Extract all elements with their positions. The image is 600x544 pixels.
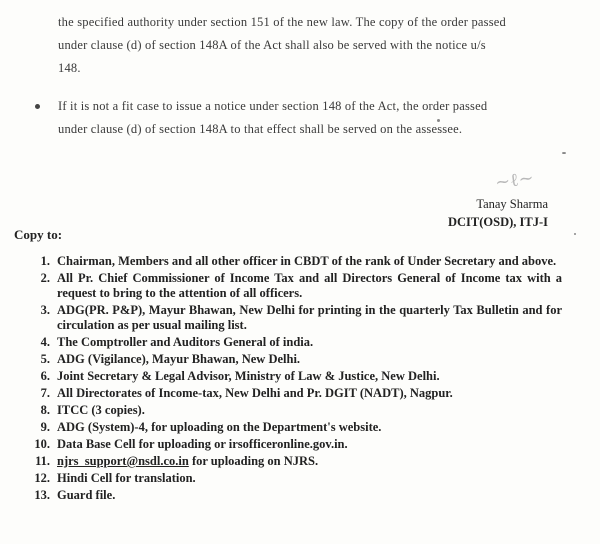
list-item-number: 11. [35, 454, 50, 468]
paragraph-line: under clause (d) of section 148A to that effect shall be served on the assessee. [58, 122, 463, 136]
list-item-text: All Directorates of Income-tax, New Delhi and Pr. DGIT (NADT), Nagpur. [57, 386, 453, 400]
list-item-number: 10. [34, 437, 50, 451]
list-item-text: ADG (Vigilance), Mayur Bhawan, New Delhi. [57, 352, 301, 366]
list-item [22, 303, 582, 333]
list-item-number: 1. [40, 254, 50, 268]
list-item [22, 488, 582, 503]
list-item [22, 403, 582, 418]
speck-mark [574, 233, 576, 235]
bullet-icon [35, 104, 40, 109]
list-item-number: 9. [40, 420, 50, 434]
copy-to-list [22, 254, 582, 505]
signatory-name: Tanay Sharma [476, 197, 548, 211]
list-item [22, 454, 582, 469]
list-item-text-suffix: for uploading on NJRS. [188, 454, 319, 468]
list-item-number: 7. [40, 386, 50, 400]
list-item [22, 271, 582, 301]
list-item-number: 6. [40, 369, 50, 383]
list-item-number: 13. [34, 488, 50, 502]
list-item-text: Data Base Cell for uploading or irsofficeronline.gov.in. [57, 437, 348, 451]
list-item-number: 3. [40, 303, 50, 317]
paragraph-line: 148. [58, 61, 81, 75]
paragraph-line: under clause (d) of section 148A of the Act shall also be served with the notice u/s [58, 38, 486, 52]
list-item [22, 254, 582, 269]
list-item-number: 8. [40, 403, 50, 417]
paragraph-line: If it is not a fit case to issue a notice under section 148 of the Act, the order passed [58, 99, 488, 113]
list-item [22, 420, 582, 435]
list-item-text [57, 454, 562, 469]
list-item-text: Hindi Cell for translation. [57, 471, 196, 485]
copy-to-heading: Copy to: [14, 227, 63, 242]
list-item [22, 471, 582, 486]
signature-scribble-icon: ~ℓ~ [493, 167, 536, 194]
paragraph-line: the specified authority under section 151 of the new law. The copy of the order passed [58, 15, 506, 29]
list-item-text: Joint Secretary & Legal Advisor, Ministry of Law & Justice, New Delhi. [57, 369, 440, 383]
list-item-text: All Pr. Chief Commissioner of Income Tax and all Directors General of Income tax with a request to bring to the attention of all officers. [57, 271, 562, 300]
list-item-text: ADG (System)-4, for uploading on the Department's website. [57, 420, 382, 434]
speck-mark [562, 152, 566, 154]
list-item-text: Chairman, Members and all other officer in CBDT of the rank of Under Secretary and above. [57, 254, 557, 268]
list-item [22, 352, 582, 367]
signature-block [448, 195, 548, 231]
list-item-text: The Comptroller and Auditors General of india. [57, 335, 314, 349]
paragraph-continuation [58, 11, 558, 80]
list-item-text: Guard file. [57, 488, 116, 502]
signatory-designation: DCIT(OSD), ITJ-I [447, 215, 548, 229]
list-item [22, 386, 582, 401]
list-item [22, 437, 582, 452]
list-item [22, 335, 582, 350]
bullet-paragraph [58, 95, 558, 141]
speck-mark [437, 119, 440, 122]
list-item-number: 4. [40, 335, 50, 349]
list-item-number: 5. [40, 352, 50, 366]
list-item-text: ITCC (3 copies). [57, 403, 145, 417]
email-link[interactable]: njrs_support@nsdl.co.in [57, 454, 189, 468]
list-item [22, 369, 582, 384]
list-item-number: 2. [40, 271, 50, 285]
list-item-number: 12. [34, 471, 50, 485]
list-item-text: ADG(PR. P&P), Mayur Bhawan, New Delhi for printing in the quarterly Tax Bulletin and for circulation as per usual mailing list. [57, 303, 562, 332]
